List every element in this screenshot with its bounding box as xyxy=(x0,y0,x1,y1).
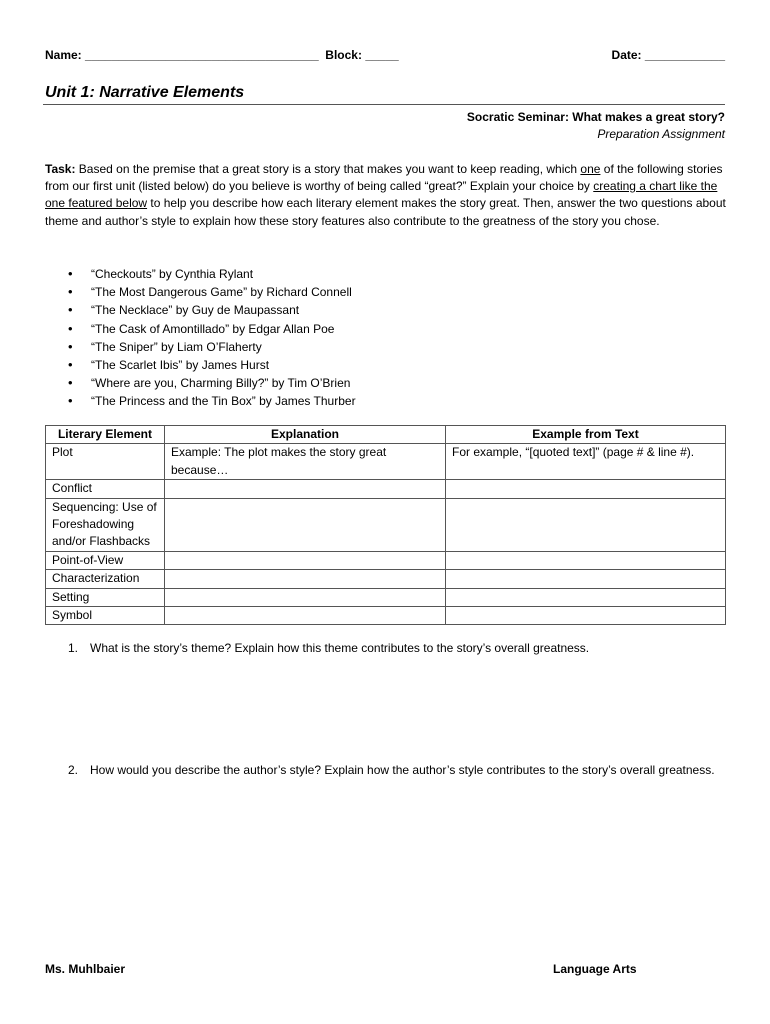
list-item: • “The Sniper” by Liam O’Flaherty xyxy=(68,338,356,356)
title-rule xyxy=(43,104,725,105)
column-header: Literary Element xyxy=(46,426,165,444)
preparation-subheading: Preparation Assignment xyxy=(597,127,725,141)
table-cell: Plot xyxy=(46,444,165,480)
table-cell[interactable]: Example: The plot makes the story great because… xyxy=(165,444,446,480)
table-cell[interactable]: For example, “[quoted text]” (page # & line #). xyxy=(446,444,726,480)
table-cell[interactable] xyxy=(165,480,446,498)
block-label: Block: xyxy=(325,48,362,62)
table-row xyxy=(46,588,726,606)
list-item: • “The Necklace” by Guy de Maupassant xyxy=(68,301,356,319)
list-item: • “The Most Dangerous Game” by Richard Connell xyxy=(68,283,356,301)
table-cell: Setting xyxy=(46,588,165,606)
table-row xyxy=(46,570,726,588)
task-text-3: to help you describe how each literary element makes the story great. Then, answer the two questions about theme and author’s style to explain how these story features also contribute to the greatness of the story you chose. xyxy=(45,196,726,228)
table-cell: Conflict xyxy=(46,480,165,498)
table-cell[interactable] xyxy=(165,570,446,588)
table-cell[interactable] xyxy=(446,551,726,569)
list-item: • “Checkouts” by Cynthia Rylant xyxy=(68,265,356,283)
task-text-1: Based on the premise that a great story is a story that makes you want to keep reading, which xyxy=(75,162,581,176)
table-row xyxy=(46,551,726,569)
table-cell[interactable] xyxy=(165,607,446,625)
question-text: What is the story’s theme? Explain how this theme contributes to the story’s overall greatness. xyxy=(90,641,590,655)
table-row xyxy=(46,607,726,625)
table-row xyxy=(46,480,726,498)
list-item: • “The Cask of Amontillado” by Edgar Allan Poe xyxy=(68,320,356,338)
table-cell: Characterization xyxy=(46,570,165,588)
list-item: • “The Princess and the Tin Box” by James Thurber xyxy=(68,392,356,410)
header-name-block xyxy=(45,48,399,62)
list-item: • “The Scarlet Ibis” by James Hurst xyxy=(68,356,356,374)
block-blank[interactable]: _____ xyxy=(365,48,399,62)
table-row xyxy=(46,498,726,551)
footer-teacher: Ms. Muhlbaier xyxy=(45,962,126,976)
table-cell[interactable] xyxy=(446,588,726,606)
date-blank[interactable]: ____________ xyxy=(644,48,725,62)
question-2 xyxy=(68,762,728,779)
table-cell[interactable] xyxy=(446,480,726,498)
table-cell: Symbol xyxy=(46,607,165,625)
header-date xyxy=(612,48,725,62)
table-header-row xyxy=(46,426,726,444)
question-number: 1. xyxy=(68,641,79,655)
task-text-2: of the following stories from our first unit (listed below) do you believe is worthy of being called “great?” Explain your choice by xyxy=(45,162,723,194)
task-underline-chart: creating a chart like the one featured below xyxy=(45,179,718,211)
name-label: Name: xyxy=(45,48,82,62)
literary-elements-table xyxy=(45,425,726,625)
question-1 xyxy=(68,640,728,657)
seminar-heading: Socratic Seminar: What makes a great story? xyxy=(466,110,725,124)
story-list xyxy=(68,265,356,411)
table-row xyxy=(46,444,726,480)
task-underline-one: one xyxy=(580,162,601,176)
question-number: 2. xyxy=(68,763,79,777)
footer-subject: Language Arts xyxy=(553,962,637,976)
table-cell[interactable] xyxy=(446,607,726,625)
table-cell[interactable] xyxy=(165,588,446,606)
column-header: Example from Text xyxy=(446,426,726,444)
page-title: Unit 1: Narrative Elements xyxy=(45,84,245,101)
table-cell: Sequencing: Use of Foreshadowing and/or Flashbacks xyxy=(46,498,165,551)
table-cell[interactable] xyxy=(165,551,446,569)
table-cell[interactable] xyxy=(165,498,446,551)
date-label: Date: xyxy=(611,48,642,62)
name-blank[interactable]: ___________________________________ xyxy=(85,48,319,62)
table-cell[interactable] xyxy=(446,498,726,551)
column-header: Explanation xyxy=(165,426,446,444)
task-paragraph xyxy=(45,161,727,230)
table-cell: Point-of-View xyxy=(46,551,165,569)
question-text: How would you describe the author’s style? Explain how the author’s style contributes to the story’s overall greatness. xyxy=(90,763,715,777)
table-cell[interactable] xyxy=(446,570,726,588)
list-item: • “Where are you, Charming Billy?” by Tim O’Brien xyxy=(68,374,356,392)
task-label: Task: xyxy=(45,162,76,176)
